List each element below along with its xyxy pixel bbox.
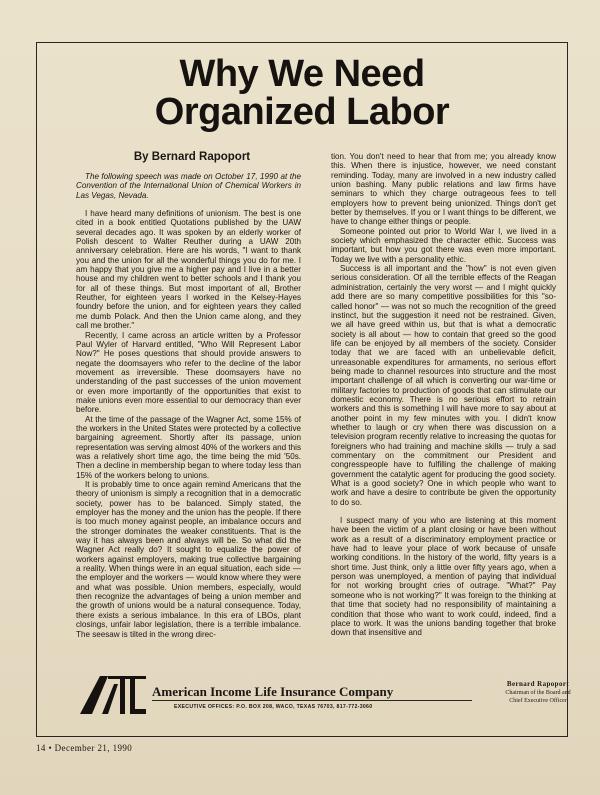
executive-name: Bernard Rapoport — [506, 680, 570, 688]
body-paragraph: It is probably time to once again remind Americans that the theory of unionism is simply a recognition that in a democratic society, power has to be balanced. Simply stated, the employer has the money and the union has the people. If there is too much money against people, an imbalance occurs and the stronger dominates the weaker constituents. That is the way it has always been and always will be. So what did the Wagner Act really do? It sought to equalize the power of workers against employers, making true collective bargaining a reality. When things were in an equal situation, each side — the employer and the workers — would know where they were and what was possible. Union members, especially, would then recognize the advantages of being a union member and the growth of unions would be a natural consequence. Today, there exists a serious imbalance. In this era of LBOs, plant closings, unfair labor legislation, there is a terrible imbalance. The seesaw is tilted in the wrong direc- — [76, 480, 301, 639]
article-column-right — [331, 152, 556, 638]
body-paragraph: I suspect many of you who are listening at this moment have been the victim of a plant closing or have been without work as a result of a discriminatory employment practice or have had to leave your place of work because of unsafe working conditions. In the history of the world, fifty years is a short time. Just think, only a little over fifty years ago, when a person was unemployed, a mention of paying that individual for not working brought cries of outrage. "What?" Pay someone who is not working?" It was foreign to the thinking at that time that society had no responsibility of maintaining a condition that those who want to work could, indeed, find a place to work. It was the unions banding together that broke down that insensitive and — [331, 516, 556, 638]
article-column-left — [76, 172, 301, 639]
sponsor-advertisement — [78, 672, 571, 724]
body-paragraph: tion. You don't need to hear that from me; you already know this. When there is injustice, however, we need constant reminding. Today, many are involved in a new industry called union bashing. Many public relations and law firms have seminars to which they charge outrageous fees to tell employers how to prevent being unionized. Things don't get better by themselves. If you or I want things to be different, we have to change either things or people. — [331, 152, 556, 227]
ad-divider — [152, 700, 472, 701]
ail-monogram-logo — [78, 674, 148, 716]
body-paragraph: Someone pointed out prior to World War I, we lived in a society which emphasized the character ethic. Success was important, but how you got there was even more important. Today we live with a personality ethic. — [331, 226, 556, 264]
ad-executive-block — [488, 680, 588, 706]
title-line-2: Organized Labor — [154, 91, 450, 133]
executive-title-2: Chief Executive Officer — [509, 698, 567, 704]
body-paragraph: Success is all important and the "how" is not even given serious consideration. Of all the terrible effects of the Reagan administration, certainly the very worst — and I might quickly add there are so many competitive possibilities for this "so-called honor" — was not so much the recognition of the greed instinct, but the suggestion it need not be restrained. Given, we all have greed within us, but that is what a democratic society is all about — how to contain that greed so the good life can be enjoyed by all members of the society. Consider today that we are faced with an unbelievable deficit, unreasonable expenditures for armaments, no serious effort being made to channel resources into structure and the most important challenge of all which is converting our war-time or military factories to production of goods that can stimulate our domestic economy. There is no serious effort to retrain workers and this is something I will have more to say about at another point in my few minutes with you. I didn't know whether to laugh or cry when there was discussion on a television program recently relative to increasing the quotas for foreigners who had training and machine skills — truly a sad commentary on the commitment our President and congresspeople have to fulfilling the challenge of making government the catalytic agent for producing the good society. What is a good society? One in which people who want to work and have a desire to contribute be given the opportunity to do so. — [331, 264, 556, 507]
body-paragraph: I have heard many definitions of unionism. The best is one cited in a book entitled Quotations published by the UAW several decades ago. It was spoken by an elderly worker of Polish descent to Walter Reuther during a UAW 20th anniversary celebration. Here are his words, "I want to thank you and the union for all the wonderful things you do for me. I am happy that you give me a higher pay and I live in a better house and my children went to better schools and I thank you for all of these things. But most important of all, Brother Reuther, for eighteen years I worked in the Kelsey-Hayes foundry before the union, and for eighteen years they called me dumb Polack. And then the Union came along, and they call me brother." — [76, 209, 301, 331]
page-footer: 14 • December 21, 1990 — [36, 743, 133, 753]
intro-paragraph: The following speech was made on October 17, 1990 at the Convention of the International Union of Chemical Workers in Las Vegas, Nevada. — [76, 172, 301, 200]
body-paragraph: At the time of the passage of the Wagner Act, some 15% of the workers in the United States were protected by a collective bargaining agreement. Shortly after its passage, union representation was serving almost 40% of the workers and this was a relatively short time ago, the time being the mid '50s. Then a decline in membership began to where today less than 15% of the workers belong to unions. — [76, 414, 301, 480]
byline: By Bernard Rapoport — [133, 151, 251, 163]
title-line-1: Why We Need — [179, 53, 425, 95]
article-title — [36, 55, 568, 131]
body-paragraph: Recently, I came across an article written by a Professor Paul Wyler of Harvard entitled, "Who Will Represent Labor Now?" He poses questions that should provide answers to negate the doomsayers who refer to the decline of the labor movement as irreversible. These doomsayers have no understanding of the past successes of the union movement or even more importantly of the opportunities that exist to make unions even more essential to our democracy than ever before. — [76, 330, 301, 415]
executive-title-1: Chairman of the Board and — [505, 689, 571, 696]
ad-company-name: American Income Life Insurance Company — [152, 684, 394, 699]
ad-address: EXECUTIVE OFFICES: P.O. BOX 208, WACO, TEXAS 76703, 817-772-3060 — [174, 704, 373, 710]
